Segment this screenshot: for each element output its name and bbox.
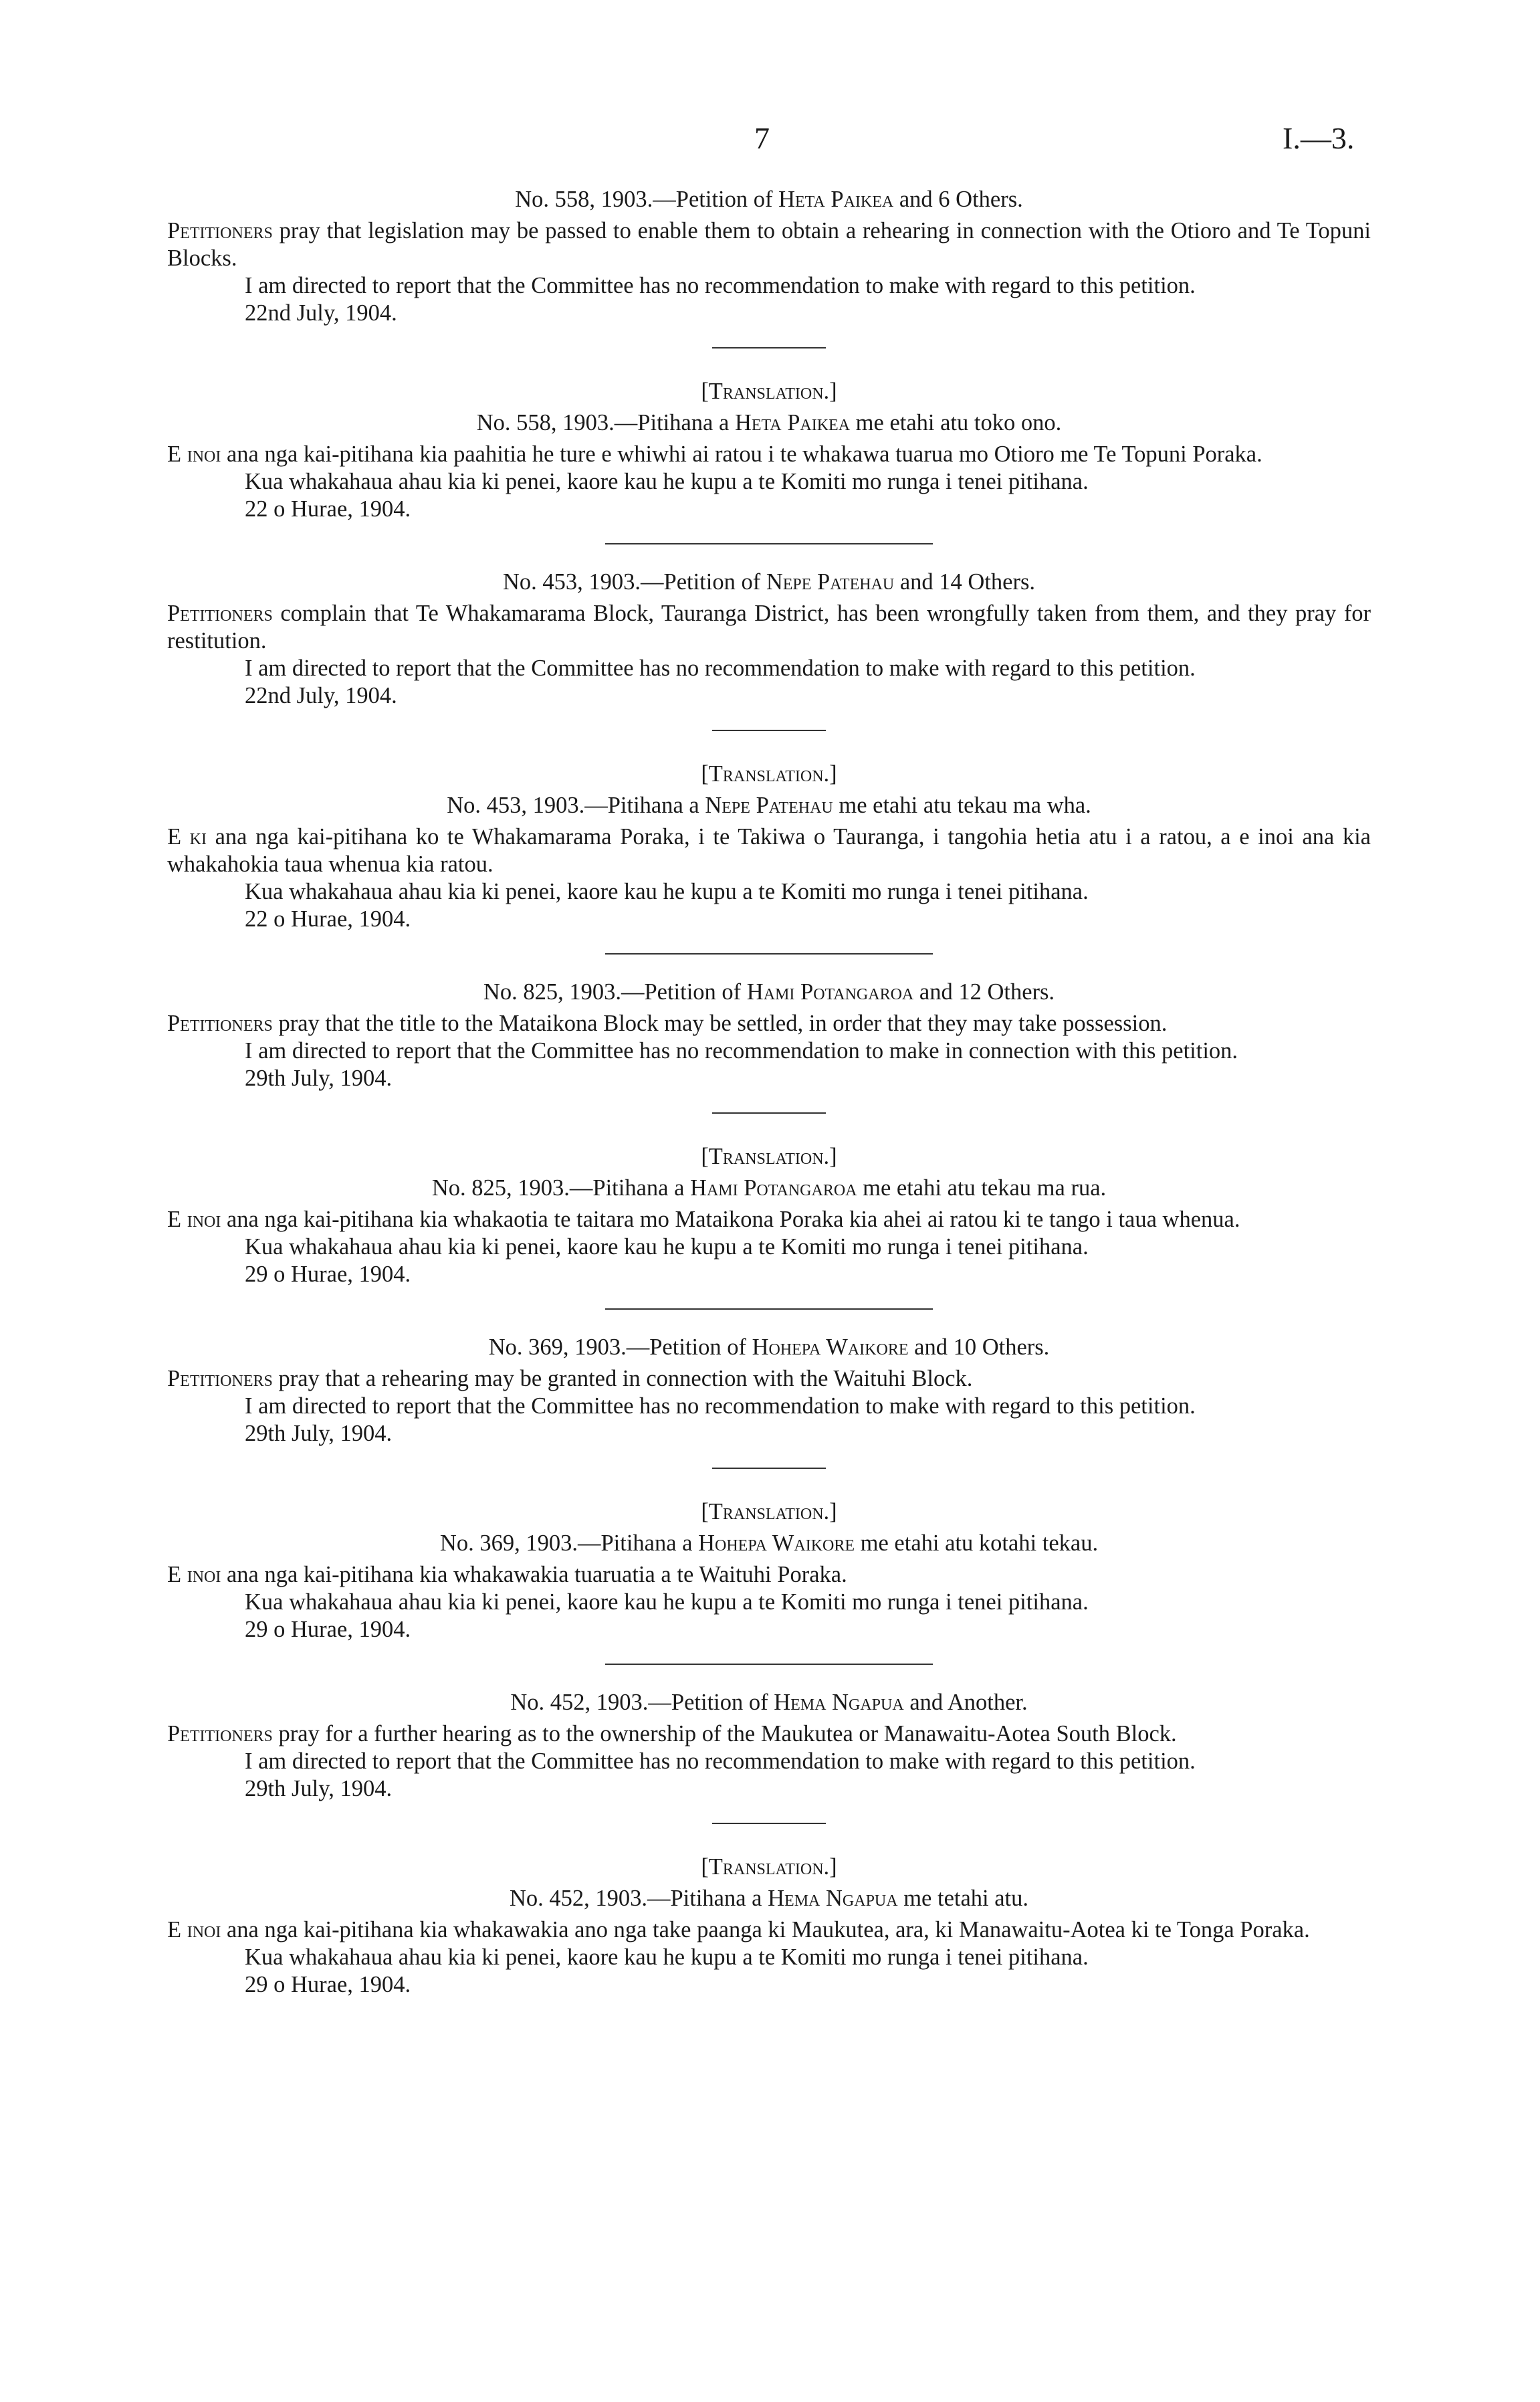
body-text: pray that the title to the Mataikona Block may be settled, in order that they may take possession. xyxy=(272,1011,1168,1036)
petition-title xyxy=(167,569,1371,596)
body-lead: E inoi xyxy=(167,441,221,467)
title-number: No. 558, 1903.—Pitihana a xyxy=(476,410,735,435)
body-text: ana nga kai-pitihana kia paahitia he ture e whiwhi ai ratou i te whakawa tuarua mo Otioro me Te Topuni Poraka. xyxy=(221,441,1262,467)
body-text: pray that a rehearing may be granted in connection with the Waituhi Block. xyxy=(272,1366,973,1391)
translation-label-text: [Translation.] xyxy=(701,1499,837,1524)
report-date: 29 o Hurae, 1904. xyxy=(245,1972,411,1997)
translation-label xyxy=(167,1143,1371,1171)
petition-title xyxy=(167,1334,1371,1361)
petition-section xyxy=(167,979,1371,1092)
petitions-content xyxy=(167,186,1371,1999)
divider-rule xyxy=(712,347,826,348)
petitioner-name: Hohepa Waikore xyxy=(698,1530,855,1556)
petition-entry xyxy=(167,1334,1371,1643)
title-suffix: and Another. xyxy=(903,1690,1028,1715)
petition-title xyxy=(167,792,1371,819)
body-text: ana nga kai-pitihana kia whakaotia te taitara mo Mataikona Poraka kia ahei ai ratou ki te tango i taua whenua. xyxy=(221,1207,1240,1232)
body-lead: E inoi xyxy=(167,1207,221,1232)
committee-report: I am directed to report that the Committee has no recommendation to make with regard to this petition. xyxy=(245,656,1196,681)
divider-rule xyxy=(605,1308,933,1310)
body-lead: Petitioners xyxy=(167,1721,273,1746)
committee-report: Kua whakahaua ahau kia ki penei, kaore kau he kupu a te Komiti mo runga i tenei pitihana. xyxy=(245,879,1089,904)
petition-title xyxy=(167,1689,1371,1716)
body-lead: Petitioners xyxy=(167,1366,273,1391)
title-number: No. 369, 1903.—Pitihana a xyxy=(439,1530,699,1556)
petition-section xyxy=(167,569,1371,710)
title-number: No. 453, 1903.—Pitihana a xyxy=(447,793,705,818)
title-suffix: and 12 Others. xyxy=(913,979,1055,1005)
body-text: pray that legislation may be passed to enable them to obtain a rehearing in connection with the Otioro and Te Topuni Blocks. xyxy=(167,218,1371,271)
petition-title xyxy=(167,1175,1371,1202)
petition-section xyxy=(167,186,1371,327)
title-suffix: me etahi atu toko ono. xyxy=(850,410,1062,435)
petition-body xyxy=(167,823,1371,878)
translation-label-text: [Translation.] xyxy=(701,1144,837,1169)
petition-body xyxy=(167,1010,1371,1037)
petition-title xyxy=(167,979,1371,1006)
translation-label xyxy=(167,1854,1371,1881)
divider-rule xyxy=(712,730,826,731)
body-lead: E ki xyxy=(167,824,207,849)
divider-rule xyxy=(605,543,933,544)
translation-section xyxy=(167,761,1371,933)
petition-title xyxy=(167,1530,1371,1557)
petition-entry xyxy=(167,186,1371,523)
petition-body xyxy=(167,217,1371,272)
body-text: pray for a further hearing as to the ownership of the Maukutea or Manawaitu-Aotea South Block. xyxy=(272,1721,1177,1746)
petition-section xyxy=(167,1334,1371,1447)
translation-label xyxy=(167,1498,1371,1526)
translation-label-text: [Translation.] xyxy=(701,379,837,404)
petition-title xyxy=(167,1885,1371,1912)
translation-label xyxy=(167,761,1371,788)
translation-section xyxy=(167,1143,1371,1288)
petition-entry xyxy=(167,1689,1371,1999)
petitioner-name: Hami Potangaroa xyxy=(746,979,914,1005)
petitioner-name: Nepe Patehau xyxy=(766,569,895,595)
report-date: 22 o Hurae, 1904. xyxy=(245,906,411,932)
translation-label-text: [Translation.] xyxy=(701,761,837,787)
body-lead: Petitioners xyxy=(167,601,273,626)
title-number: No. 452, 1903.—Pitihana a xyxy=(509,1886,768,1911)
report-date: 29th July, 1904. xyxy=(245,1066,393,1091)
petition-body xyxy=(167,441,1371,468)
title-suffix: me etahi atu tekau ma wha. xyxy=(833,793,1091,818)
committee-report: Kua whakahaua ahau kia ki penei, kaore kau he kupu a te Komiti mo runga i tenei pitihana. xyxy=(245,469,1089,494)
translation-section xyxy=(167,1854,1371,1999)
title-number: No. 369, 1903.—Petition of xyxy=(488,1334,752,1360)
body-lead: Petitioners xyxy=(167,1011,273,1036)
committee-report: Kua whakahaua ahau kia ki penei, kaore kau he kupu a te Komiti mo runga i tenei pitihana. xyxy=(245,1234,1089,1260)
petition-body xyxy=(167,1916,1371,1944)
translation-label xyxy=(167,378,1371,405)
body-text: complain that Te Whakamarama Block, Tauranga District, has been wrongfully taken from them, and they pray for restitution. xyxy=(167,601,1371,654)
petition-body xyxy=(167,1206,1371,1233)
divider-rule xyxy=(605,953,933,955)
petition-body xyxy=(167,1720,1371,1748)
report-date: 29 o Hurae, 1904. xyxy=(245,1262,411,1287)
petitioner-name: Hema Ngapua xyxy=(774,1690,904,1715)
title-number: No. 558, 1903.—Petition of xyxy=(515,187,779,212)
title-suffix: me etahi atu kotahi tekau. xyxy=(855,1530,1099,1556)
title-suffix: me tetahi atu. xyxy=(897,1886,1029,1911)
petition-section xyxy=(167,1689,1371,1803)
petition-title xyxy=(167,409,1371,437)
petitioner-name: Nepe Patehau xyxy=(705,793,833,818)
title-number: No. 453, 1903.—Petition of xyxy=(502,569,766,595)
title-number: No. 452, 1903.—Petition of xyxy=(510,1690,774,1715)
divider-rule xyxy=(605,1664,933,1665)
body-lead: E inoi xyxy=(167,1562,221,1587)
committee-report: I am directed to report that the Committee has no recommendation to make in connection with this petition. xyxy=(245,1038,1238,1064)
committee-report: I am directed to report that the Committee has no recommendation to make with regard to this petition. xyxy=(245,273,1196,298)
petition-title xyxy=(167,186,1371,213)
title-number: No. 825, 1903.—Petition of xyxy=(483,979,747,1005)
title-number: No. 825, 1903.—Pitihana a xyxy=(431,1175,691,1201)
body-text: ana nga kai-pitihana ko te Whakamarama Poraka, i te Takiwa o Tauranga, i tangohia hetia atu i a ratou, a e inoi ana kia whakahokia taua whenua kia ratou. xyxy=(167,824,1371,877)
committee-report: I am directed to report that the Committee has no recommendation to make with regard to this petition. xyxy=(245,1393,1196,1419)
report-date: 22 o Hurae, 1904. xyxy=(245,496,411,522)
petition-body xyxy=(167,1365,1371,1393)
title-suffix: me etahi atu tekau ma rua. xyxy=(857,1175,1107,1201)
petitioner-name: Heta Paikea xyxy=(778,187,894,212)
petition-body xyxy=(167,600,1371,655)
petition-entry xyxy=(167,979,1371,1288)
body-lead: E inoi xyxy=(167,1917,221,1942)
divider-rule xyxy=(712,1468,826,1469)
committee-report: Kua whakahaua ahau kia ki penei, kaore kau he kupu a te Komiti mo runga i tenei pitihana. xyxy=(245,1589,1089,1615)
committee-report: I am directed to report that the Committee has no recommendation to make with regard to this petition. xyxy=(245,1748,1196,1774)
report-date: 29th July, 1904. xyxy=(245,1776,393,1801)
divider-rule xyxy=(712,1112,826,1114)
report-date: 29 o Hurae, 1904. xyxy=(245,1617,411,1642)
title-suffix: and 6 Others. xyxy=(893,187,1023,212)
translation-section xyxy=(167,378,1371,523)
report-date: 22nd July, 1904. xyxy=(245,683,397,708)
body-lead: Petitioners xyxy=(167,218,273,243)
petition-body xyxy=(167,1561,1371,1589)
report-date: 29th July, 1904. xyxy=(245,1421,393,1446)
title-suffix: and 14 Others. xyxy=(894,569,1036,595)
document-reference: I.—3. xyxy=(1283,121,1355,155)
divider-rule xyxy=(712,1823,826,1824)
petitioner-name: Hema Ngapua xyxy=(768,1886,898,1911)
report-date: 22nd July, 1904. xyxy=(245,300,397,326)
translation-section xyxy=(167,1498,1371,1643)
committee-report: Kua whakahaua ahau kia ki penei, kaore kau he kupu a te Komiti mo runga i tenei pitihana. xyxy=(245,1944,1089,1970)
body-text: ana nga kai-pitihana kia whakawakia tuaruatia a te Waituhi Poraka. xyxy=(221,1562,847,1587)
petitioner-name: Hami Potangaroa xyxy=(690,1175,857,1201)
title-suffix: and 10 Others. xyxy=(908,1334,1050,1360)
petition-entry xyxy=(167,569,1371,933)
petitioner-name: Hohepa Waikore xyxy=(752,1334,909,1360)
page-number: 7 xyxy=(754,121,770,155)
translation-label-text: [Translation.] xyxy=(701,1854,837,1880)
petitioner-name: Heta Paikea xyxy=(734,410,851,435)
body-text: ana nga kai-pitihana kia whakawakia ano nga take paanga ki Maukutea, ara, ki Manawaitu-Aotea ki te Tonga Poraka. xyxy=(221,1917,1310,1942)
